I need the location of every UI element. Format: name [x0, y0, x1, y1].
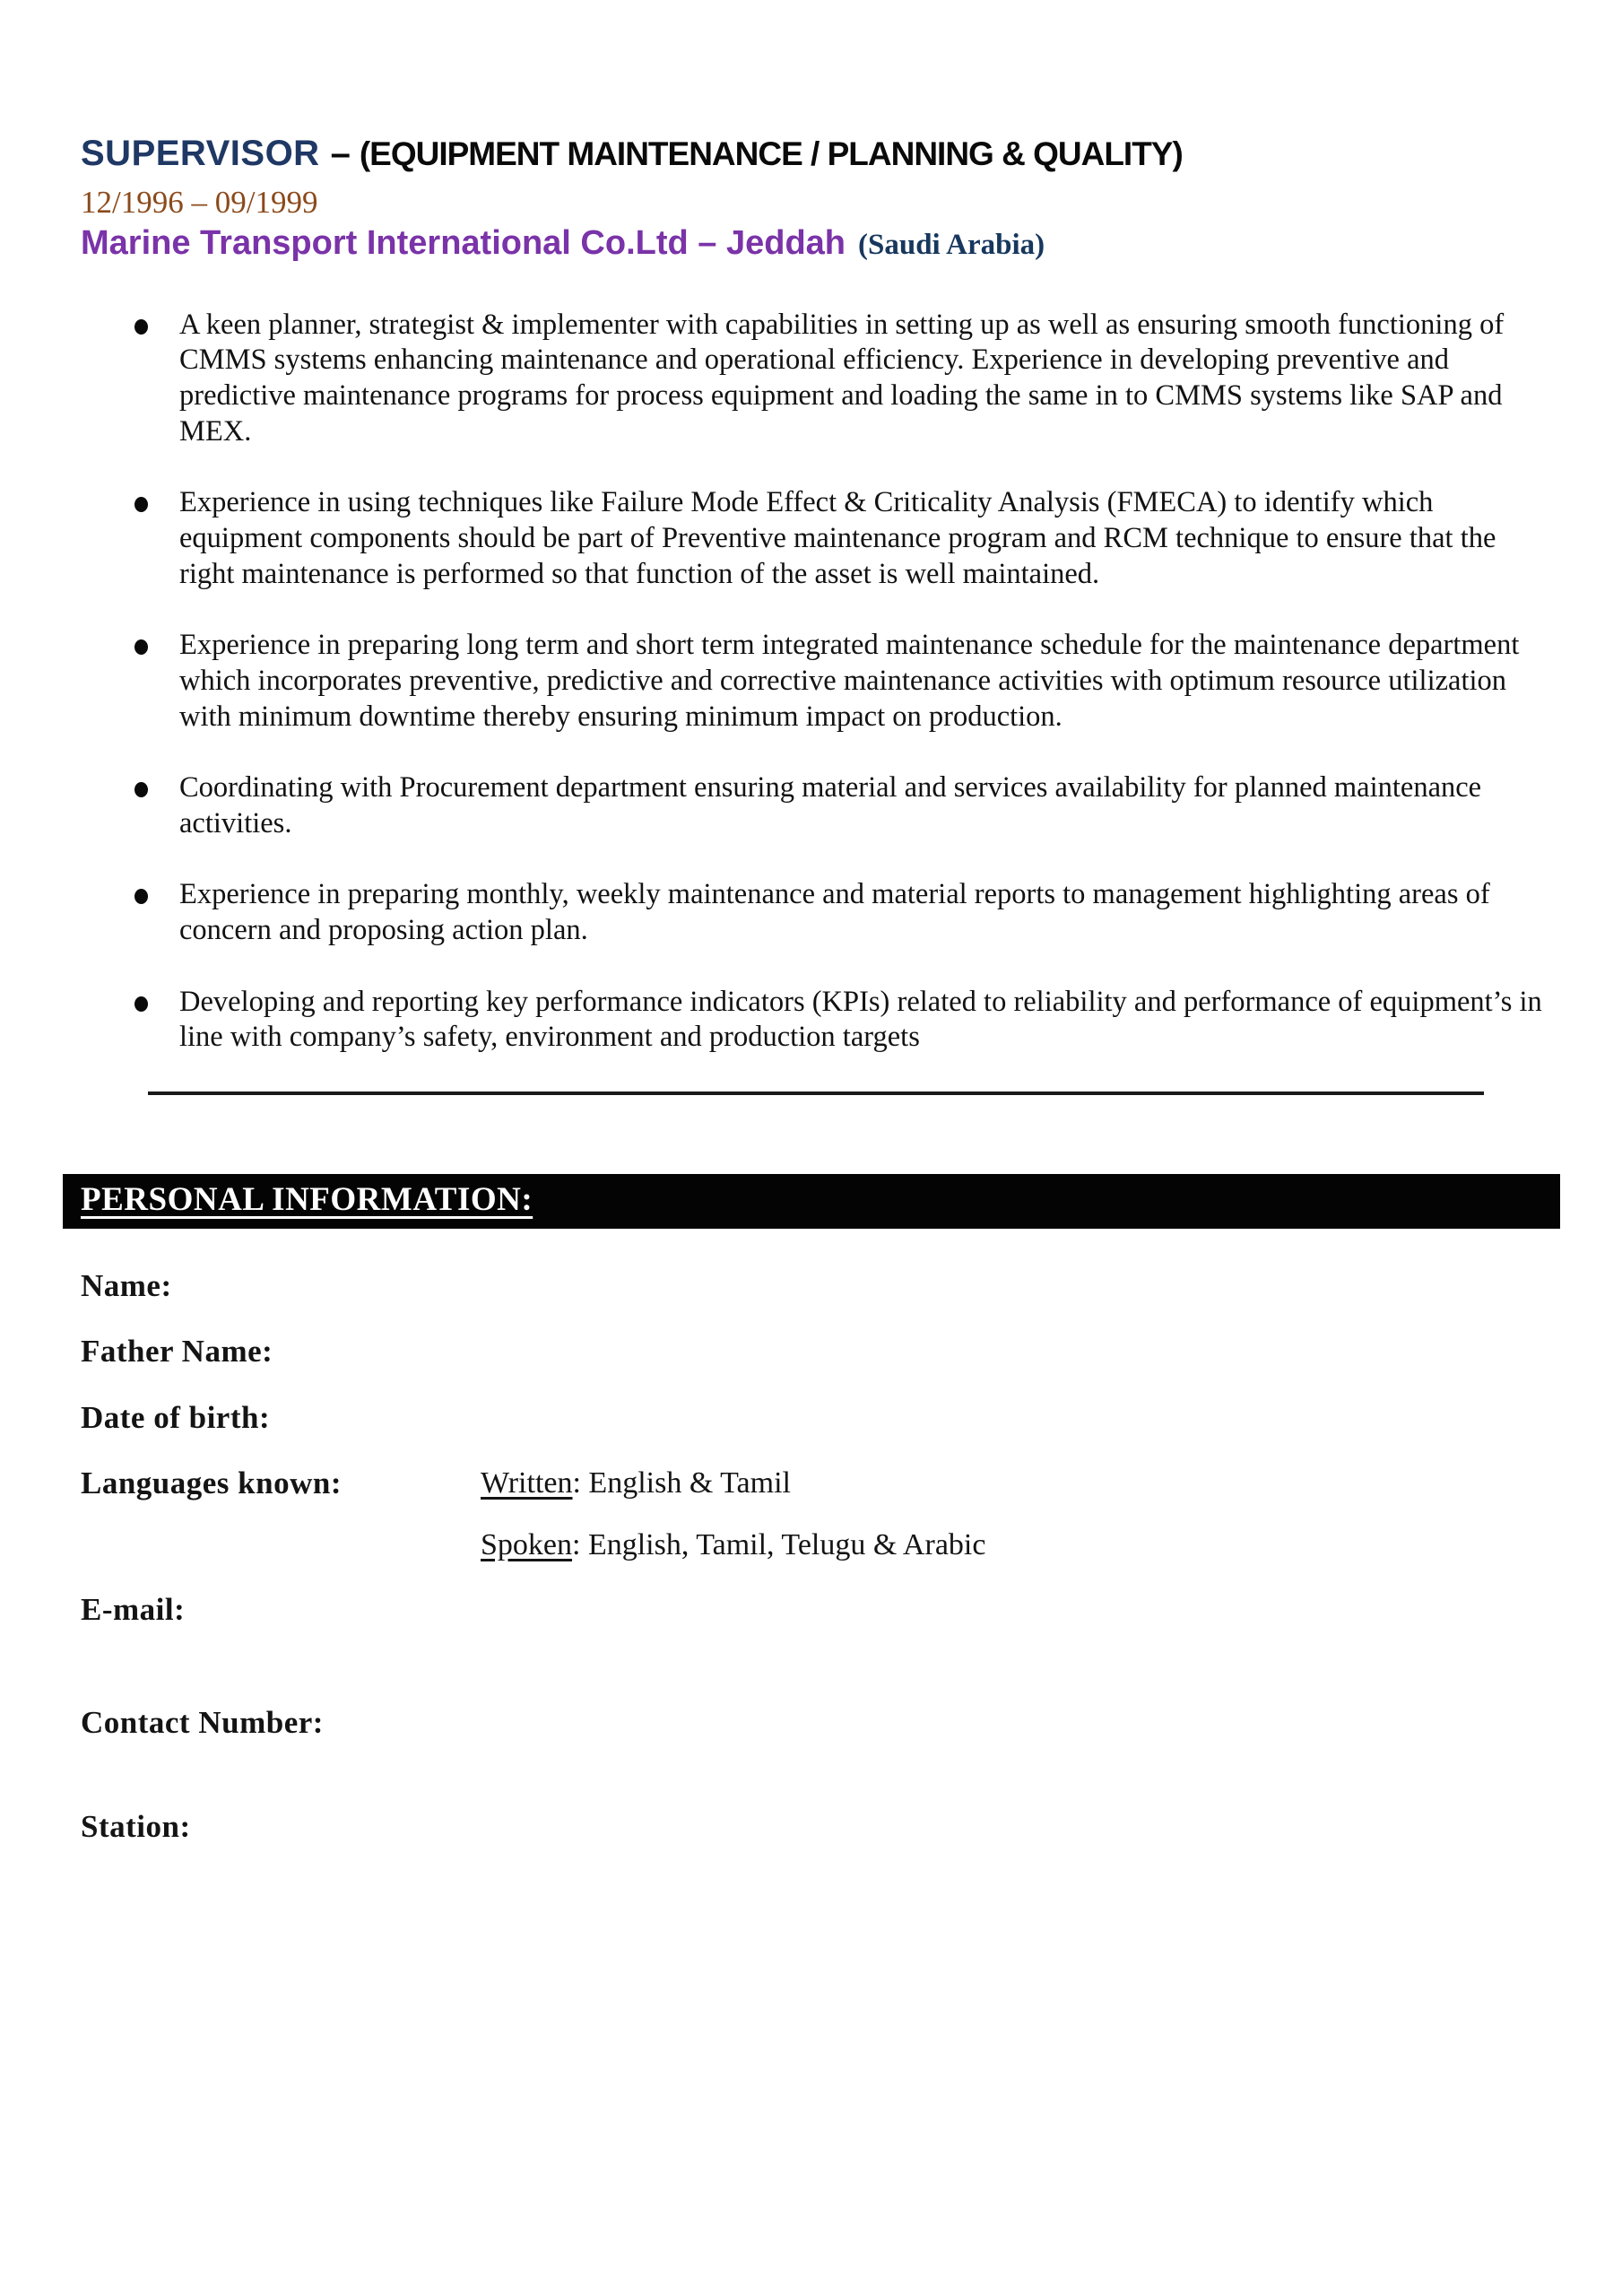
spoken-term: Spoken: [481, 1527, 572, 1561]
job-role-detail: (EQUIPMENT MAINTENANCE / PLANNING & QUALITY): [359, 135, 1183, 172]
bullet-text: Coordinating with Procurement department ensuring material and services availability for planned maintenance activities.: [179, 771, 1482, 839]
job-role: SUPERVISOR: [81, 134, 320, 173]
personal-fields: [81, 1268, 1550, 1846]
list-item: [134, 877, 1550, 948]
bullet-icon: [134, 319, 148, 335]
section-divider-line: [148, 1091, 1484, 1095]
languages-values: [481, 1465, 985, 1562]
section-title: PERSONAL INFORMATION:: [81, 1181, 533, 1219]
name-label: Name:: [81, 1268, 172, 1304]
bullet-icon: [134, 889, 148, 904]
father-name-label: Father Name:: [81, 1334, 273, 1370]
contact-number-label: Contact Number:: [81, 1705, 324, 1741]
bullet-text: Experience in preparing monthly, weekly maintenance and material reports to management highlighting areas of concern and proposing action plan.: [179, 878, 1490, 947]
field-row-date-of-birth: [81, 1400, 1550, 1436]
languages-spoken-line: [481, 1527, 985, 1562]
station-label: Station:: [81, 1809, 191, 1845]
list-item: [134, 770, 1550, 841]
field-row-father-name: [81, 1334, 1550, 1370]
written-value: : English & Tamil: [572, 1465, 791, 1500]
field-row-station: [81, 1809, 1550, 1845]
date-of-birth-label: Date of birth:: [81, 1399, 271, 1435]
company-line: [81, 225, 1550, 263]
bullet-icon: [134, 497, 148, 512]
field-row-email: [81, 1592, 1550, 1628]
bullet-text: Experience in preparing long term and short term integrated maintenance schedule for the maintenance department which incorporates preventive, predictive and corrective maintenance activities with optimum resource utilization with minimum downtime thereby ensuring minimum impact on production.: [179, 629, 1520, 733]
experience-bullet-list: [81, 308, 1550, 1056]
list-item: [134, 628, 1550, 735]
field-row-languages: [81, 1465, 1550, 1562]
page-title: [81, 135, 1550, 172]
company-name: Marine Transport International Co.Ltd – Jeddah: [81, 224, 846, 262]
list-item: [134, 485, 1550, 592]
bullet-text: Developing and reporting key performance indicators (KPIs) related to reliability and performance of equipment’s in line with company’s safety, environment and production targets: [179, 985, 1542, 1054]
bullet-icon: [134, 639, 148, 655]
written-term: Written: [481, 1465, 573, 1500]
field-row-name: [81, 1268, 1550, 1304]
list-item: [134, 308, 1550, 450]
spoken-value: : English, Tamil, Telugu & Arabic: [572, 1527, 986, 1561]
bullet-text: Experience in using techniques like Failure Mode Effect & Criticality Analysis (FMECA) to identify which equipment components should be part of Preventive maintenance program and RCM technique to ensure that the right maintenance is performed so that function of the asset is well maintained.: [179, 486, 1496, 590]
bullet-icon: [134, 996, 148, 1012]
bullet-text: A keen planner, strategist & implementer with capabilities in setting up as well as ensuring smooth functioning of CMMS systems enhancing maintenance and operational efficiency. Experience in developing preventive and predictive maintenance programs for process equipment and loading the same in to CMMS systems like SAP and MEX.: [179, 308, 1505, 448]
personal-information-banner: [63, 1174, 1560, 1229]
email-label: E-mail:: [81, 1591, 186, 1627]
company-location: (Saudi Arabia): [858, 229, 1045, 261]
bullet-icon: [134, 782, 148, 797]
title-dash: –: [330, 134, 351, 173]
languages-known-label: Languages known:: [81, 1465, 343, 1500]
list-item: [134, 985, 1550, 1056]
field-row-contact-number: [81, 1705, 1550, 1741]
employment-period: 12/1996 – 09/1999: [81, 185, 318, 220]
languages-written-line: [481, 1465, 985, 1500]
